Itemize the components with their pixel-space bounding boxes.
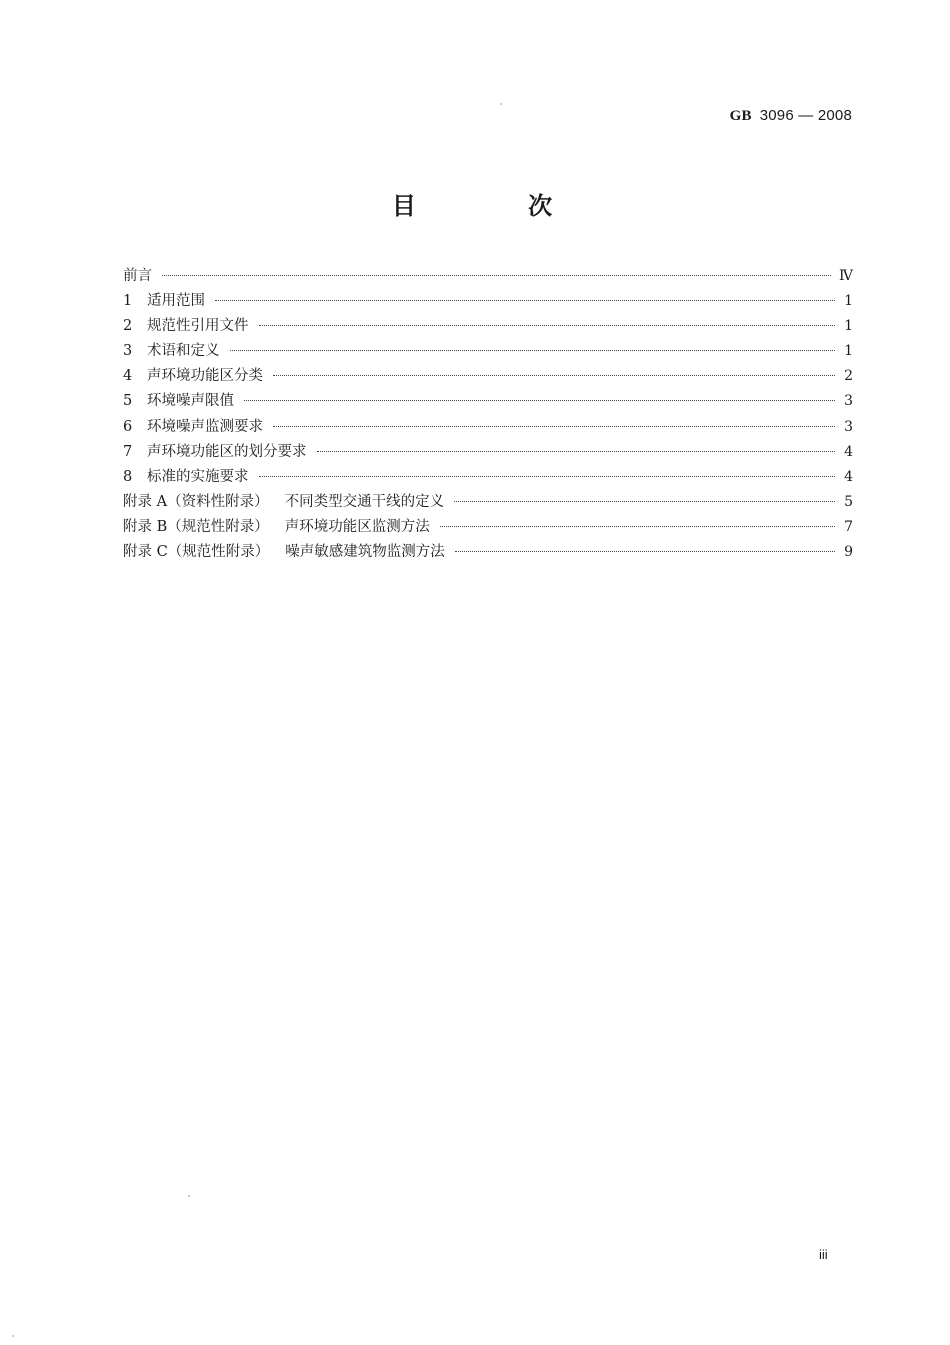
toc-entry-label: 附录 B（规范性附录） (123, 518, 269, 535)
toc-entry-appendix-c[interactable] (123, 540, 853, 565)
table-of-contents (123, 264, 853, 565)
dot-leader (244, 400, 835, 401)
toc-entry-page: Ⅳ (839, 268, 853, 284)
toc-entry-label: 术语和定义 (147, 343, 220, 360)
toc-entry-2[interactable] (123, 314, 853, 339)
toc-entry-label: 附录 A（资料性附录） (123, 493, 269, 510)
toc-entry-page: 3 (844, 393, 853, 410)
toc-entry-label: 声环境功能区分类 (147, 368, 263, 385)
dot-leader (317, 451, 836, 452)
toc-entry-number: 1 (123, 293, 133, 310)
toc-entry-page: 5 (844, 493, 853, 510)
page-title: 目 次 (391, 192, 605, 220)
toc-entry-page: 1 (844, 318, 853, 335)
scan-speck (188, 1195, 190, 1197)
dot-leader (455, 551, 835, 552)
toc-entry-page: 4 (844, 443, 853, 460)
toc-entry-sublabel: 声环境功能区监测方法 (284, 518, 430, 535)
toc-entry-page: 2 (844, 368, 853, 385)
toc-entry-6[interactable] (123, 415, 853, 440)
toc-entry-number: 2 (123, 318, 133, 335)
toc-entry-page: 3 (844, 418, 853, 435)
dot-leader (440, 526, 835, 527)
toc-entry-7[interactable] (123, 440, 853, 465)
toc-entry-1[interactable] (123, 289, 853, 314)
toc-entry-label: 声环境功能区的划分要求 (147, 443, 307, 460)
standard-code (730, 107, 852, 125)
toc-entry-number: 8 (123, 468, 133, 485)
standard-prefix: GB (729, 108, 752, 124)
toc-entry-page: 7 (844, 518, 853, 535)
toc-entry-label: 环境噪声限值 (147, 393, 234, 410)
toc-entry-4[interactable] (123, 364, 853, 389)
dot-leader (259, 476, 836, 477)
toc-entry-page: 9 (844, 544, 853, 561)
toc-entry-number: 7 (123, 443, 133, 460)
dot-leader (259, 325, 836, 326)
toc-entry-number: 6 (123, 418, 133, 435)
toc-entry-8[interactable] (123, 465, 853, 490)
toc-entry-label: 前言 (123, 268, 152, 284)
toc-entry-label: 适用范围 (147, 293, 205, 310)
toc-entry-label: 环境噪声监测要求 (147, 418, 263, 435)
toc-entry-page: 1 (844, 293, 853, 310)
toc-entry-5[interactable] (123, 389, 853, 414)
toc-entry-label: 附录 C（规范性附录） (123, 544, 270, 561)
toc-entry-sublabel: 不同类型交通干线的定义 (284, 493, 445, 510)
toc-entry-appendix-b[interactable] (123, 515, 853, 540)
toc-entry-appendix-a[interactable] (123, 490, 853, 515)
dot-leader (454, 501, 835, 502)
standard-number: 3096 — 2008 (759, 107, 852, 124)
toc-entry-label: 规范性引用文件 (147, 318, 249, 335)
dot-leader (230, 350, 836, 351)
toc-entry-preface[interactable] (123, 264, 853, 289)
scan-speck (500, 103, 502, 105)
dot-leader (162, 275, 831, 276)
dot-leader (273, 375, 835, 376)
page-number: iii (819, 1247, 828, 1262)
toc-entry-number: 3 (123, 343, 133, 360)
toc-entry-number: 5 (123, 393, 133, 410)
toc-entry-sublabel: 噪声敏感建筑物监测方法 (285, 544, 445, 561)
toc-entry-3[interactable] (123, 339, 853, 364)
scan-speck (12, 1335, 14, 1337)
toc-entry-label: 标准的实施要求 (147, 468, 249, 485)
toc-entry-number: 4 (123, 368, 133, 385)
dot-leader (215, 300, 835, 301)
dot-leader (273, 426, 835, 427)
toc-entry-page: 4 (844, 468, 853, 485)
toc-entry-page: 1 (844, 343, 853, 360)
